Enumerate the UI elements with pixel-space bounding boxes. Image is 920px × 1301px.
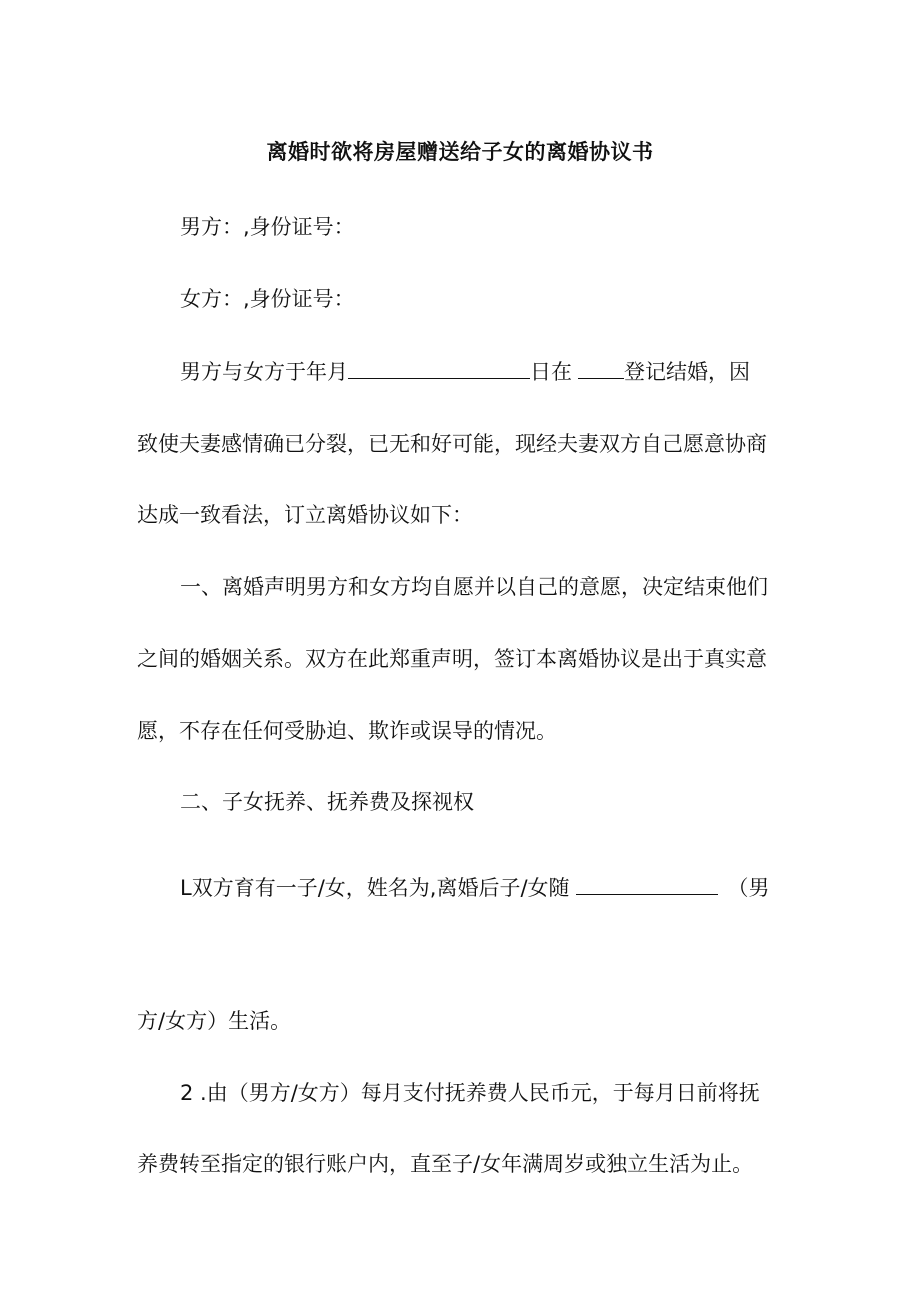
male-party-line: 男方：,身份证号： xyxy=(180,215,355,239)
section1-line-3: 愿，不存在任何受胁迫、欺诈或误导的情况。 xyxy=(137,719,557,743)
intro-line-1 xyxy=(180,356,750,387)
section2-item1-line-1 xyxy=(180,872,770,903)
place-blank xyxy=(578,356,624,379)
item1-text-1: L双方育有一子/女，姓名为,离婚后子/女随 xyxy=(180,876,570,900)
custody-blank xyxy=(576,872,718,895)
document-title: 离婚时欲将房屋赠送给子女的离婚协议书 xyxy=(266,140,654,164)
section2-item1-line-2: 方/女方）生活。 xyxy=(137,1009,292,1033)
female-party-line: 女方：,身份证号： xyxy=(180,287,355,311)
intro-text-3: 登记结婚，因 xyxy=(624,360,750,384)
date-blank xyxy=(348,356,530,379)
section1-line-1: 一、离婚声明男方和女方均自愿并以自己的意愿，决定结束他们 xyxy=(180,575,768,599)
section2-heading: 二、子女抚养、抚养费及探视权 xyxy=(180,790,474,814)
section2-item2-line-2: 养费转至指定的银行账户内，直至子/女年满周岁或独立生活为止。 xyxy=(137,1152,754,1176)
intro-line-2: 致使夫妻感情确已分裂，已无和好可能，现经夫妻双方自己愿意协商 xyxy=(137,432,767,456)
section2-item2-line-1: 2 .由（男方/女方）每月支付抚养费人民币元，于每月日前将抚 xyxy=(180,1081,760,1105)
section1-line-2: 之间的婚姻关系。双方在此郑重声明，签订本离婚协议是出于真实意 xyxy=(137,647,767,671)
intro-text-1: 男方与女方于年月 xyxy=(180,360,348,384)
intro-line-3: 达成一致看法，订立离婚协议如下： xyxy=(137,503,473,527)
item1-text-2: （男 xyxy=(727,876,770,900)
intro-text-2: 日在 xyxy=(530,360,572,384)
